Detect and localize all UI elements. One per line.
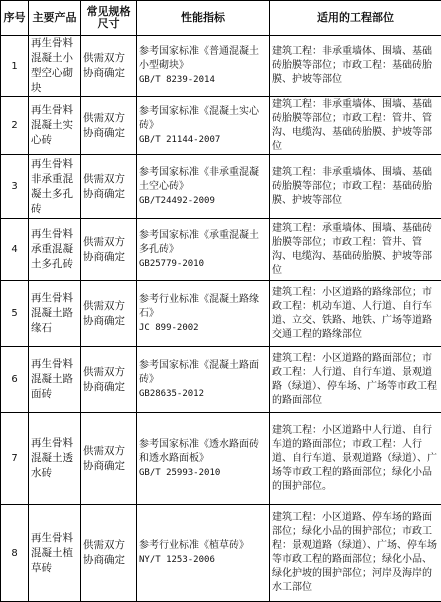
- standard-name: 参考国家标准《承重混凝土多孔砖》: [139, 230, 259, 255]
- row-number: 8: [1, 505, 29, 602]
- standard-code: GB25779-2010: [139, 259, 204, 269]
- row-number: 4: [1, 219, 29, 281]
- standard-name: 参考国家标准《普通混凝土小型砌块》: [139, 46, 259, 71]
- performance-cell: [137, 219, 270, 281]
- product-name: 再生骨料承重混凝土多孔砖: [29, 219, 81, 281]
- size-spec: 供需双方协商确定: [81, 347, 137, 413]
- header-performance: 性能指标: [137, 1, 270, 36]
- application-cell: 建筑工程：小区道路的路面部位；市政工程：人行道、自行车道、景观道路（绿道）、停车场、广场等市政工程的路面部位: [270, 347, 441, 413]
- performance-cell: [137, 413, 270, 505]
- product-name: 再生骨料混凝土路缘石: [29, 281, 81, 347]
- table-row: [1, 505, 441, 602]
- standard-name: 参考国家标准《混凝土实心砖》: [139, 106, 259, 131]
- row-number: 2: [1, 97, 29, 155]
- header-no: 序号: [1, 1, 29, 36]
- size-spec: 供需双方协商确定: [81, 219, 137, 281]
- performance-cell: [137, 281, 270, 347]
- header-application: 适用的工程部位: [270, 1, 441, 36]
- table-row: [1, 219, 441, 281]
- product-name: 再生骨料混凝土小型空心砌块: [29, 36, 81, 97]
- standard-name: 参考行业标准《混凝土路缘石》: [139, 294, 259, 319]
- performance-cell: [137, 505, 270, 602]
- product-name: 再生骨料混凝土透水砖: [29, 413, 81, 505]
- size-spec: 供需双方协商确定: [81, 36, 137, 97]
- row-number: 5: [1, 281, 29, 347]
- application-cell: 建筑工程：小区道路的路缘部位；市政工程：机动车道、人行道、自行车道、立交、铁路、地铁、广场等道路交通工程的路缘部位: [270, 281, 441, 347]
- standard-code: GB28635-2012: [139, 389, 204, 399]
- application-cell: 建筑工程：非承重墙体、围墙、基础砖胎膜等部位；市政工程：基础砖胎膜、护坡等部位: [270, 155, 441, 219]
- product-name: 再生骨料混凝土实心砖: [29, 97, 81, 155]
- performance-cell: [137, 36, 270, 97]
- performance-cell: [137, 97, 270, 155]
- application-cell: 建筑工程：小区道路中人行道、自行车道的路面部位；市政工程：人行道、自行车道、景观道路（绿道）、广场等市政工程的路面部位；绿化小品的围护部位。: [270, 413, 441, 505]
- performance-cell: [137, 155, 270, 219]
- table-row: [1, 36, 441, 97]
- row-number: 1: [1, 36, 29, 97]
- size-spec: 供需双方协商确定: [81, 155, 137, 219]
- table-row: [1, 347, 441, 413]
- standard-name: 参考国家标准《透水路面砖和透水路面板》: [139, 439, 259, 464]
- table-row: [1, 155, 441, 219]
- row-number: 3: [1, 155, 29, 219]
- header-row: [1, 1, 441, 36]
- size-spec: 供需双方协商确定: [81, 97, 137, 155]
- row-number: 6: [1, 347, 29, 413]
- standard-code: JC 899-2002: [139, 323, 199, 333]
- application-cell: 建筑工程：非承重墙体、围墙、基础砖胎膜等部位；市政工程：基础砖胎膜、护坡等部位: [270, 36, 441, 97]
- application-cell: 建筑工程：小区道路、停车场的路面部位；绿化小品的围护部位；市政工程：景观道路（绿道）、广场、停车场等市政工程的路面部位；绿化小品、绿化护坡的围护部位；河岸及海岸的水工部位: [270, 505, 441, 602]
- size-spec: 供需双方协商确定: [81, 413, 137, 505]
- product-name: 再生骨料非承重混凝土多孔砖: [29, 155, 81, 219]
- standard-name: 参考国家标准《非承重混凝土空心砖》: [139, 167, 259, 192]
- header-size: 常见规格尺寸: [81, 1, 137, 36]
- table-row: [1, 97, 441, 155]
- size-spec: 供需双方协商确定: [81, 281, 137, 347]
- product-name: 再生骨料混凝土路面砖: [29, 347, 81, 413]
- application-cell: 建筑工程：承重墙体、围墙、基础砖胎膜等部位；市政工程：管井、管沟、电缆沟、基础砖胎膜、护坡等部位: [270, 219, 441, 281]
- standard-code: GB/T 21144-2007: [139, 135, 220, 145]
- standard-name: 参考行业标准《植草砖》: [139, 540, 249, 551]
- product-name: 再生骨料混凝土植草砖: [29, 505, 81, 602]
- standard-code: NY/T 1253-2006: [139, 555, 215, 565]
- application-cell: 建筑工程：非承重墙体、围墙、基础砖胎膜等部位；市政工程：管井、管沟、电缆沟、基础砖胎膜、护坡等部位: [270, 97, 441, 155]
- standard-name: 参考国家标准《混凝土路面砖》: [139, 360, 259, 385]
- standard-code: GB/T 8239-2014: [139, 75, 215, 85]
- standard-code: GB/T24492-2009: [139, 196, 215, 206]
- header-product: 主要产品: [29, 1, 81, 36]
- standard-code: GB/T 25993-2010: [139, 468, 220, 478]
- size-spec: 供需双方协商确定: [81, 505, 137, 602]
- performance-cell: [137, 347, 270, 413]
- table-row: [1, 413, 441, 505]
- table-row: [1, 281, 441, 347]
- row-number: 7: [1, 413, 29, 505]
